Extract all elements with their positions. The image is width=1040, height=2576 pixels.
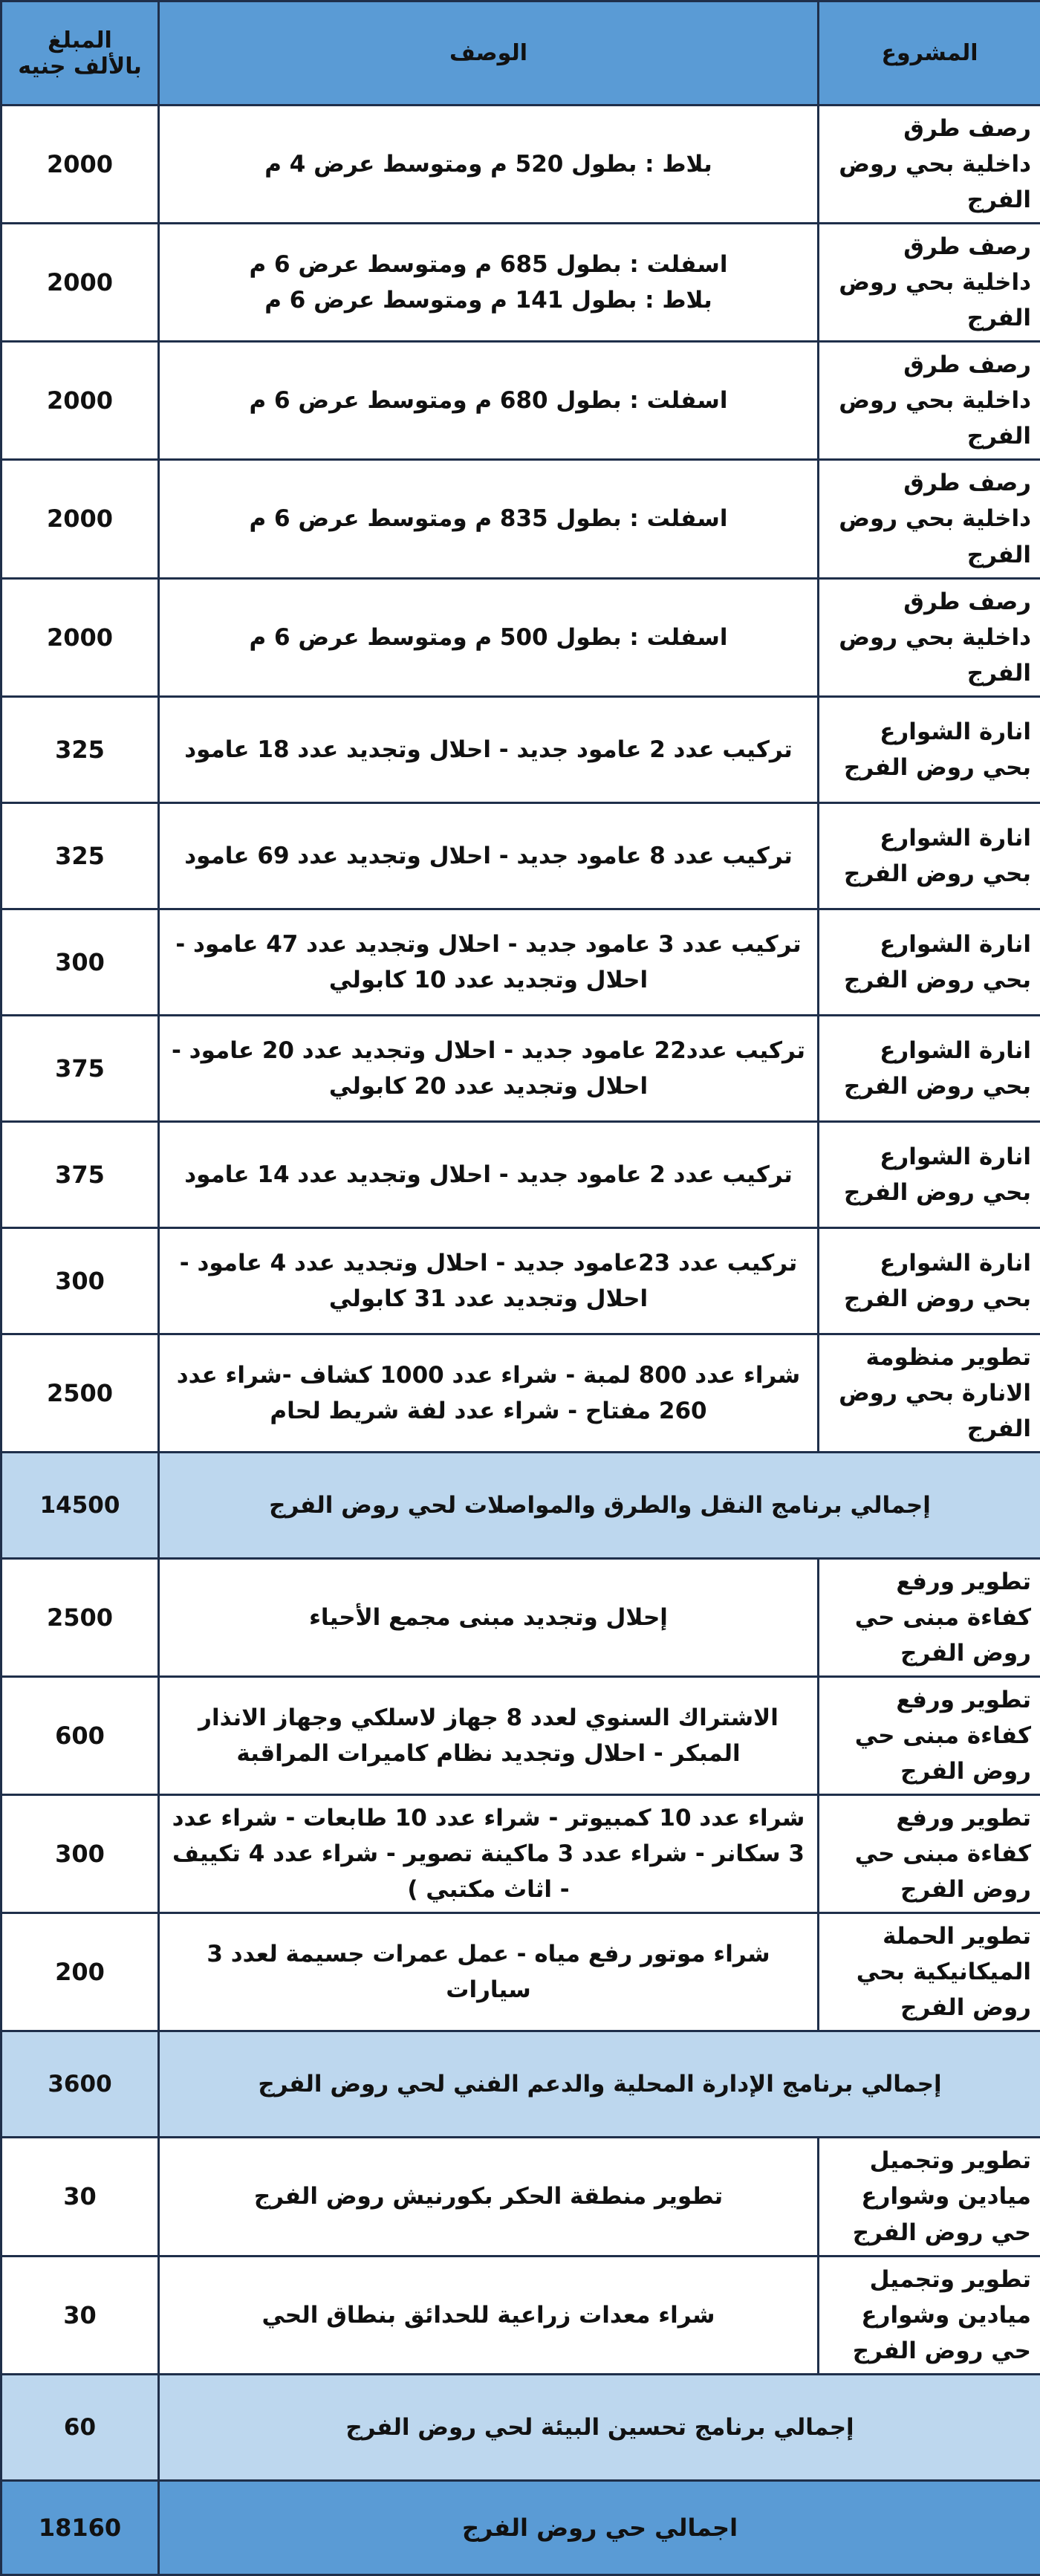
subtotal-row [1, 2374, 1040, 2480]
header-amount-line1: المبلغ [11, 27, 149, 53]
project-cell: رصف طرق داخلية بحي روض الفرج [819, 106, 1040, 224]
subtotal-label: إجمالي برنامج النقل والطرق والمواصلات لحي روض الفرج [159, 1452, 1040, 1558]
project-cell: تطوير ورفع كفاءة مبنى حي روض الفرج [819, 1676, 1040, 1794]
project-cell: تطوير وتجميل ميادين وشوارع حي روض الفرج [819, 2138, 1040, 2256]
amount-cell: 300 [1, 909, 159, 1015]
subtotal-label: إجمالي برنامج الإدارة المحلية والدعم الفني لحي روض الفرج [159, 2031, 1040, 2138]
project-cell: انارة الشوارع بحي روض الفرج [819, 696, 1040, 802]
amount-cell: 2000 [1, 460, 159, 578]
grand-total-label: اجمالي حي روض الفرج [159, 2480, 1040, 2575]
table-row [1, 1676, 1040, 1794]
description-cell: إحلال وتجديد مبنى مجمع الأحياء [159, 1558, 819, 1676]
subtotal-amount: 14500 [1, 1452, 159, 1558]
description-cell: شراء معدات زراعية للحدائق بنطاق الحي [159, 2256, 819, 2374]
amount-cell: 30 [1, 2138, 159, 2256]
project-cell: رصف طرق داخلية بحي روض الفرج [819, 342, 1040, 460]
header-amount [1, 1, 159, 106]
grand-total-row [1, 2480, 1040, 2575]
amount-cell: 2000 [1, 342, 159, 460]
table-row [1, 460, 1040, 578]
table-row [1, 909, 1040, 1015]
subtotal-amount: 60 [1, 2374, 159, 2480]
amount-cell: 300 [1, 1795, 159, 1913]
project-cell: انارة الشوارع بحي روض الفرج [819, 802, 1040, 909]
table-row [1, 224, 1040, 342]
table-row [1, 696, 1040, 802]
amount-cell: 2500 [1, 1558, 159, 1676]
project-cell: رصف طرق داخلية بحي روض الفرج [819, 224, 1040, 342]
description-line: بلاط : بطول 141 م ومتوسط عرض 6 م [169, 282, 808, 318]
description-cell: شراء عدد 10 كمبيوتر - شراء عدد 10 طابعات - شراء عدد 3 سكانر - شراء عدد 3 ماكينة تصوير - شراء عدد 4 تكييف - اثاث مكتبي ) [159, 1795, 819, 1913]
project-cell: انارة الشوارع بحي روض الفرج [819, 1121, 1040, 1227]
table-row [1, 342, 1040, 460]
amount-cell: 325 [1, 802, 159, 909]
table-row [1, 1913, 1040, 2031]
amount-cell: 30 [1, 2256, 159, 2374]
project-cell: انارة الشوارع بحي روض الفرج [819, 909, 1040, 1015]
project-cell: انارة الشوارع بحي روض الفرج [819, 1015, 1040, 1121]
amount-cell: 600 [1, 1676, 159, 1794]
subtotal-row [1, 2031, 1040, 2138]
description-cell: اسفلت : بطول 835 م ومتوسط عرض 6 م [159, 460, 819, 578]
description-cell: تركيب عدد 2 عامود جديد - احلال وتجديد عدد 14 عامود [159, 1121, 819, 1227]
subtotal-amount: 3600 [1, 2031, 159, 2138]
table-row [1, 1795, 1040, 1913]
description-cell: تركيب عدد 8 عامود جديد - احلال وتجديد عدد 69 عامود [159, 802, 819, 909]
header-project: المشروع [819, 1, 1040, 106]
description-cell: تطوير منطقة الحكر بكورنيش روض الفرج [159, 2138, 819, 2256]
amount-cell: 2000 [1, 106, 159, 224]
grand-total-amount: 18160 [1, 2480, 159, 2575]
header-amount-line2: بالألف جنيه [11, 53, 149, 80]
description-cell [159, 224, 819, 342]
project-cell: تطوير الحملة الميكانيكية بحي روض الفرج [819, 1913, 1040, 2031]
amount-cell: 2000 [1, 224, 159, 342]
description-cell: تركيب عدد22 عامود جديد - احلال وتجديد عدد 20 عامود - احلال وتجديد عدد 20 كابولي [159, 1015, 819, 1121]
amount-cell: 325 [1, 696, 159, 802]
project-cell: تطوير ورفع كفاءة مبنى حي روض الفرج [819, 1558, 1040, 1676]
subtotal-label: إجمالي برنامج تحسين البيئة لحي روض الفرج [159, 2374, 1040, 2480]
table-row [1, 1121, 1040, 1227]
amount-cell: 2000 [1, 578, 159, 696]
table-row [1, 2138, 1040, 2256]
project-cell: انارة الشوارع بحي روض الفرج [819, 1227, 1040, 1334]
table-header-row [1, 1, 1040, 106]
table-row [1, 106, 1040, 224]
table-row [1, 1558, 1040, 1676]
project-cell: تطوير ورفع كفاءة مبنى حي روض الفرج [819, 1795, 1040, 1913]
table-row [1, 1015, 1040, 1121]
description-cell: اسفلت : بطول 500 م ومتوسط عرض 6 م [159, 578, 819, 696]
subtotal-row [1, 1452, 1040, 1558]
project-cell: رصف طرق داخلية بحي روض الفرج [819, 578, 1040, 696]
description-cell: شراء عدد 800 لمبة - شراء عدد 1000 كشاف -شراء عدد 260 مفتاح - شراء عدد لفة شريط لحام [159, 1334, 819, 1452]
amount-cell: 200 [1, 1913, 159, 2031]
table-row [1, 802, 1040, 909]
amount-cell: 375 [1, 1121, 159, 1227]
amount-cell: 300 [1, 1227, 159, 1334]
description-cell: بلاط : بطول 520 م ومتوسط عرض 4 م [159, 106, 819, 224]
description-cell: شراء موتور رفع مياه - عمل عمرات جسيمة لعدد 3 سيارات [159, 1913, 819, 2031]
description-line: اسفلت : بطول 685 م ومتوسط عرض 6 م [169, 247, 808, 282]
project-cell: تطوير وتجميل ميادين وشوارع حي روض الفرج [819, 2256, 1040, 2374]
amount-cell: 2500 [1, 1334, 159, 1452]
description-cell: الاشتراك السنوي لعدد 8 جهاز لاسلكي وجهاز الانذار المبكر - احلال وتجديد نظام كاميرات المراقبة [159, 1676, 819, 1794]
table-row [1, 2256, 1040, 2374]
description-cell: تركيب عدد 23عامود جديد - احلال وتجديد عدد 4 عامود - احلال وتجديد عدد 31 كابولي [159, 1227, 819, 1334]
table-row [1, 1334, 1040, 1452]
project-cell: تطوير منظومة الانارة بحي روض الفرج [819, 1334, 1040, 1452]
amount-cell: 375 [1, 1015, 159, 1121]
description-cell: اسفلت : بطول 680 م ومتوسط عرض 6 م [159, 342, 819, 460]
project-cell: رصف طرق داخلية بحي روض الفرج [819, 460, 1040, 578]
description-cell: تركيب عدد 3 عامود جديد - احلال وتجديد عدد 47 عامود - احلال وتجديد عدد 10 كابولي [159, 909, 819, 1015]
table-row [1, 1227, 1040, 1334]
header-description: الوصف [159, 1, 819, 106]
description-cell: تركيب عدد 2 عامود جديد - احلال وتجديد عدد 18 عامود [159, 696, 819, 802]
table-row [1, 578, 1040, 696]
